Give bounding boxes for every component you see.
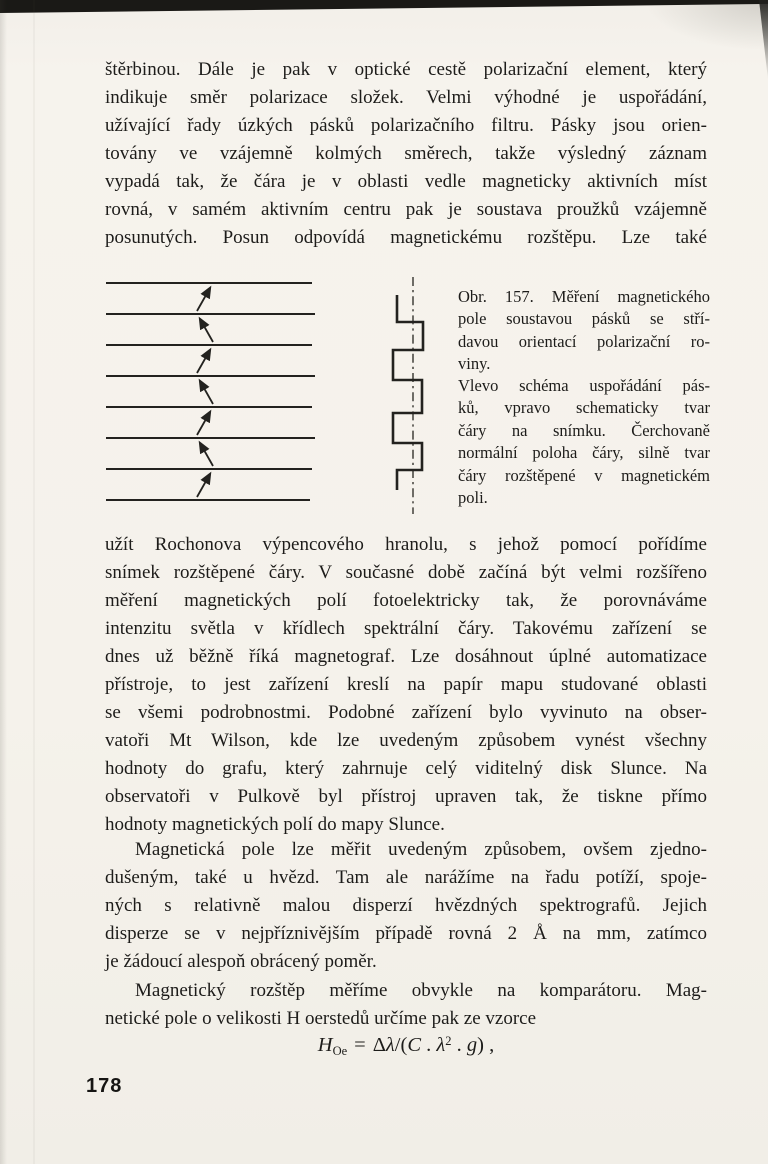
text-line: snímek rozštěpené čáry. V současné době začíná být velmi rozšířeno (105, 562, 707, 583)
text-line: observatoři v Pulkově byl přístroj upraven tak, že tiskne přímo (105, 786, 707, 807)
formula-g: g (466, 1034, 478, 1056)
scan-top-edge (0, 0, 768, 13)
text-line: štěrbinou. Dále je pak v optické cestě polarizační element, který (105, 59, 707, 80)
polarization-arrow-icons (197, 288, 213, 497)
text-line: posunutých. Posun odpovídá magnetickému rozštěpu. Lze také (105, 227, 707, 248)
page-crease (33, 0, 35, 1164)
paragraph-4 (105, 977, 707, 1033)
text-line: Magnetický rozštěp měříme obvykle na komparátoru. Mag- (135, 980, 707, 1001)
text-line: poli. (458, 488, 488, 508)
formula-lambda: λ (385, 1034, 395, 1056)
text-line: Magnetická pole lze měřit uvedeným způsobem, ovšem zjedno- (135, 839, 707, 860)
text-line: dnes už běžně říká magnetograf. Lze dosáhnout úplné automatizace (105, 646, 707, 667)
paragraph-1 (105, 56, 707, 252)
text-line: netické pole o velikosti H oerstedů určíme pak ze vzorce (105, 1008, 537, 1029)
formula-dot1: . (421, 1034, 437, 1056)
formula-symbol: H (317, 1034, 333, 1056)
equals-sign: = (354, 1034, 366, 1056)
text-line: užít Rochonova výpencového hranolu, s jehož pomocí pořídíme (105, 534, 707, 555)
split-line-zigzag (393, 295, 423, 490)
text-line: dušeným, také u hvězd. Tam ale narážíme na řadu potíží, spoje- (105, 867, 707, 888)
text-line: čáry rozštěpené v magnetickém (458, 465, 710, 485)
text-line: indikuje směr polarizace složek. Velmi výhodné je uspořádání, (105, 87, 707, 108)
text-line: ků, vpravo schematicky tvar (458, 398, 710, 418)
formula-c: C (407, 1034, 422, 1056)
spectral-lines (106, 283, 315, 500)
text-line: normální poloha čáry, silně tvar (458, 443, 710, 463)
stripe-diagram (100, 275, 325, 510)
text-line: měření magnetických polí fotoelektricky tak, že porovnáváme (105, 590, 707, 611)
formula-exponent: 2 (445, 1034, 452, 1048)
page-number: 178 (86, 1075, 123, 1097)
figure-caption (458, 286, 710, 376)
text-line: ných s relativně malou disperzí hvězdných spektrografů. Jejich (105, 895, 707, 916)
text-line: se všemi podrobnostmi. Podobné zařízení bylo vyvinuto na obser- (105, 702, 707, 723)
text-line: vypadá tak, že čára je v oblasti vedle magneticky aktivních míst (105, 171, 707, 192)
scan-right-corner (759, 0, 768, 80)
text-line: intenzitu světla v křídlech spektrální čáry. Takovému zařízení se (105, 618, 707, 639)
formula-open: /( (394, 1034, 408, 1056)
formula (105, 1034, 707, 1059)
text-line: užívající řady úzkých pásků polarizačního filtru. Pásky jsou orien- (105, 115, 707, 136)
text-line: čáry na snímku. Čerchovaně (458, 420, 710, 440)
scan-left-shade (0, 0, 7, 1164)
formula-close: ) , (477, 1034, 495, 1056)
text-line: hodnoty do grafu, který zahrnuje celý viditelný disk Slunce. Na (105, 758, 707, 779)
text-line: Vlevo schéma uspořádání pás- (458, 376, 710, 395)
text-line: Obr. 157. Měření magnetického (458, 287, 710, 306)
formula-lambda2: λ (436, 1034, 446, 1056)
formula-delta: Δ (372, 1034, 386, 1056)
text-line: disperze se v nejpříznivějším případě rovná 2 Å na mm, zatímco (105, 923, 707, 944)
paragraph-3 (105, 836, 707, 976)
paragraph-2 (105, 531, 707, 839)
formula-subscript: Oe (332, 1044, 348, 1058)
text-line: přístroje, to jest zařízení kreslí na papír mapu studované oblasti (105, 674, 707, 695)
line-profile-diagram (385, 273, 440, 518)
text-line: pole soustavou pásků se stří- (458, 309, 710, 329)
text-line: hodnoty magnetických polí do mapy Slunce. (105, 814, 445, 835)
text-line: vatoři Mt Wilson, kde lze uvedeným způsobem vynést všechny (105, 730, 707, 751)
figure-caption-detail (458, 375, 710, 509)
text-line: viny. (458, 354, 491, 374)
text-line: davou orientací polarizační ro- (458, 331, 710, 351)
formula-dot2: . (451, 1034, 467, 1056)
text-line: rovná, v samém aktivním centru pak je soustava proužků vzájemně (105, 199, 707, 220)
text-line: továny ve vzájemně kolmých směrech, takže výsledný záznam (105, 143, 707, 164)
text-line: je žádoucí alespoň obrácený poměr. (105, 951, 377, 972)
